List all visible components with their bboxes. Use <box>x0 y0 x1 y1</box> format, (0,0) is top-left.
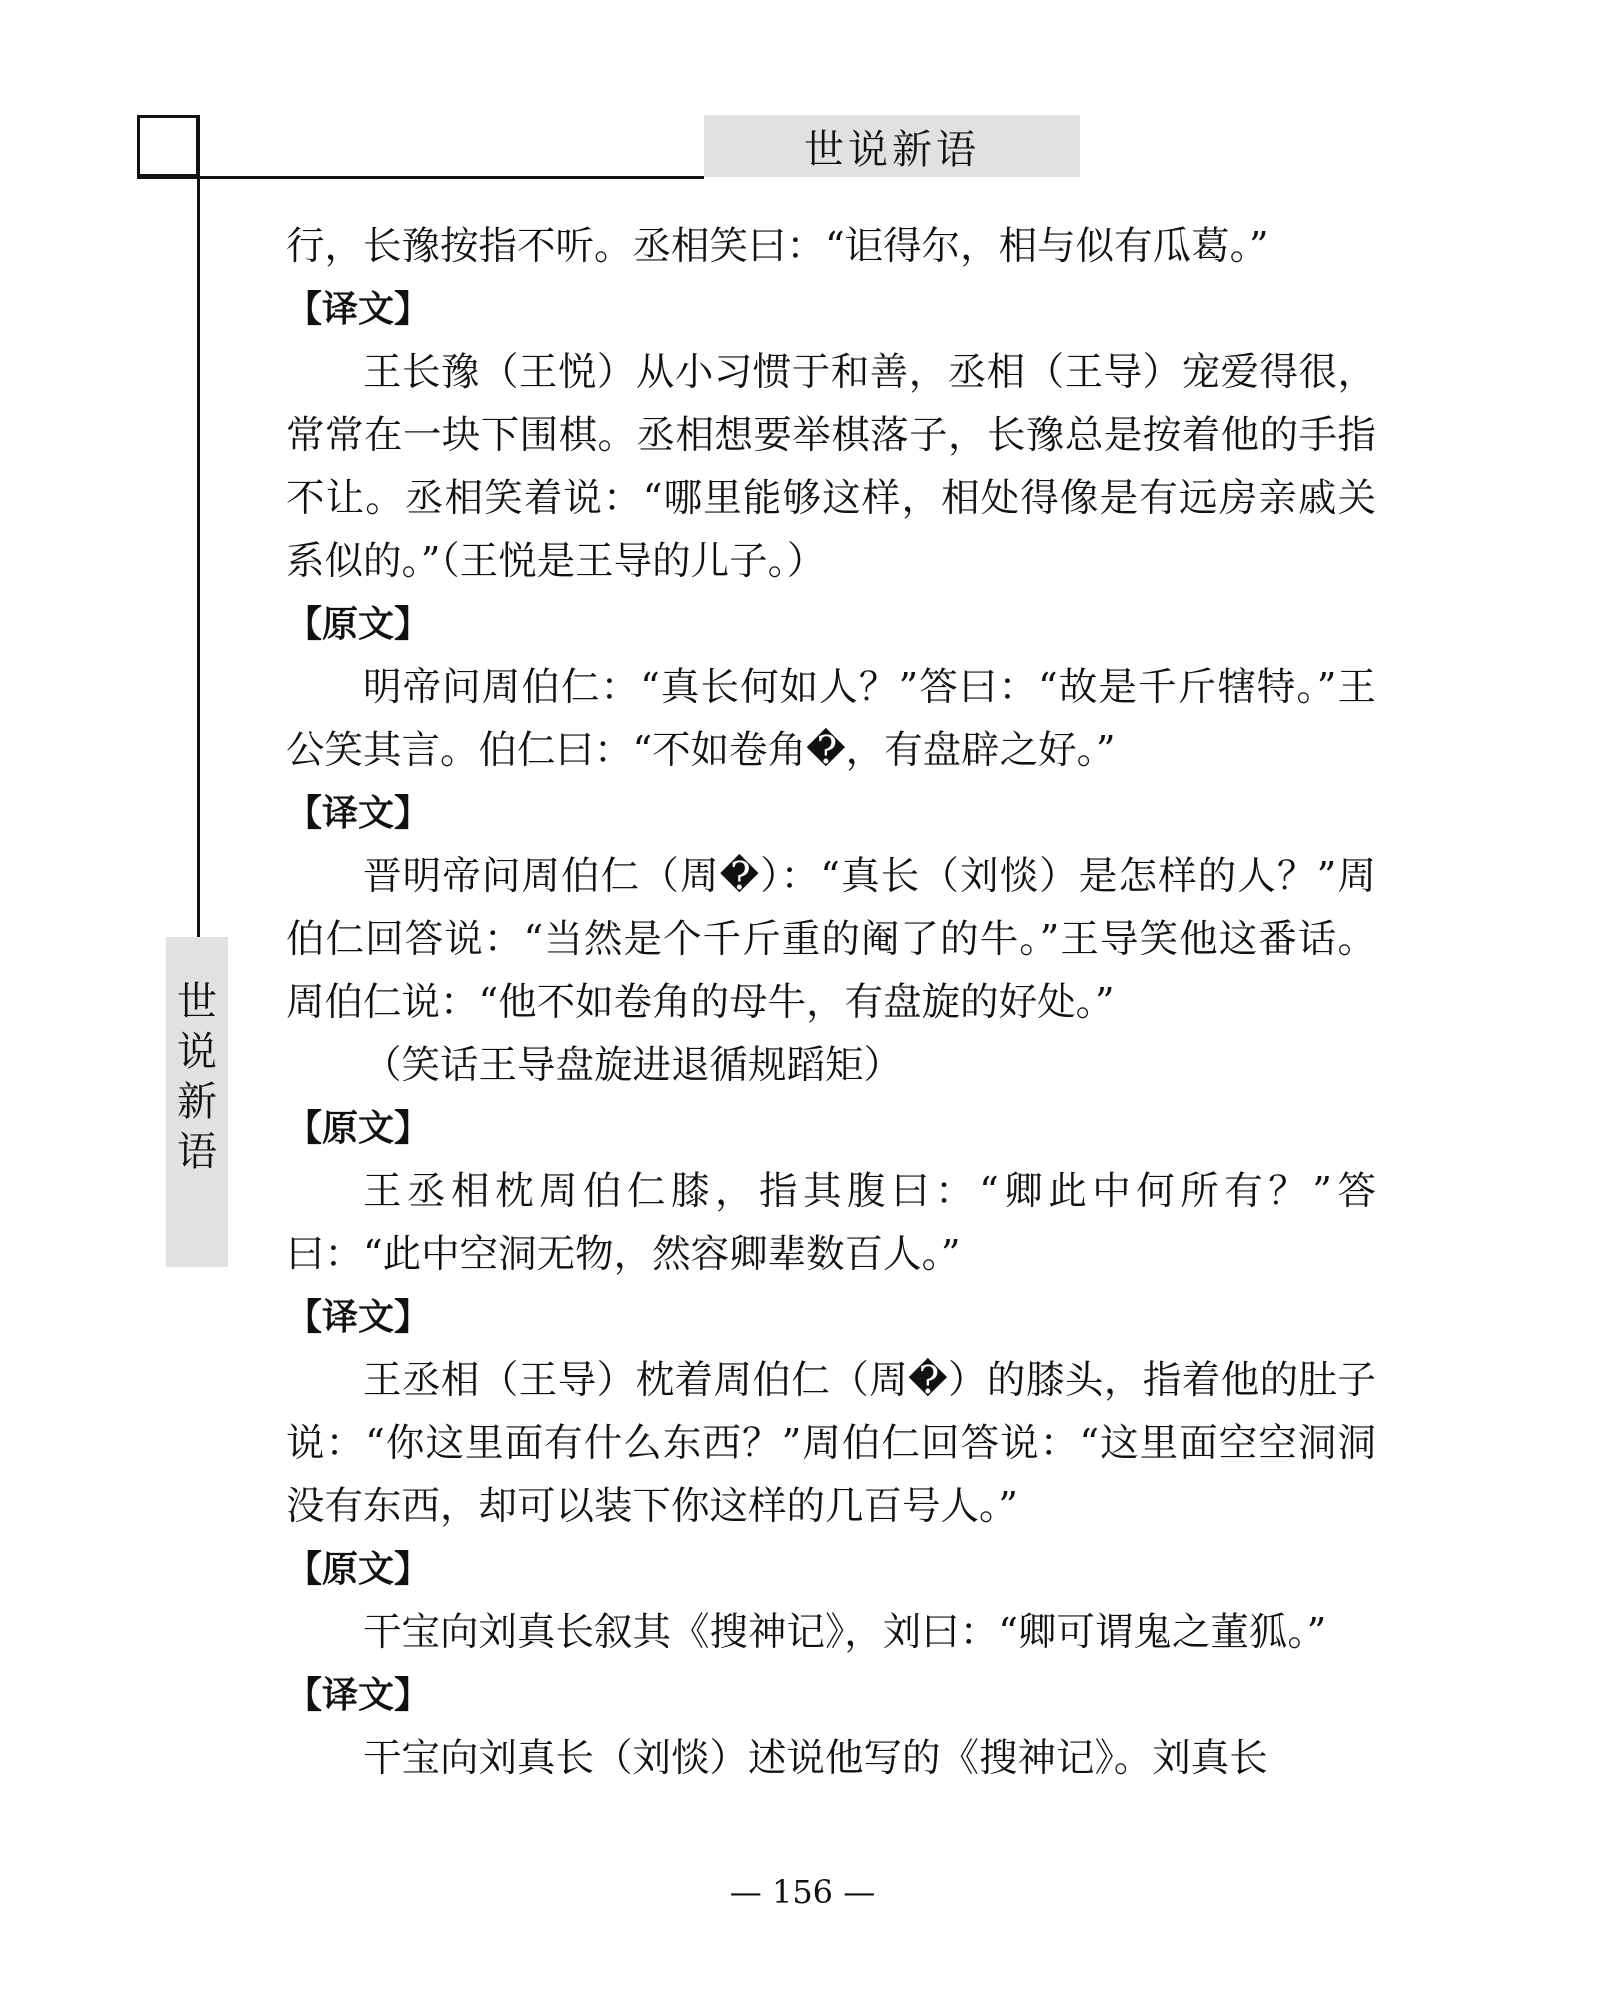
paragraph: （笑话王导盘旋进退循规蹈矩） <box>363 1043 903 1088</box>
paragraph: 王丞相（王导）枕着周伯仁（周�）的膝头，指着他的肚子说：“你这里面有什么东西？”周伯仁回答说：“这里面空空洞洞没有东西，却可以装下你这样的几百号人。” <box>286 1358 1376 1529</box>
section-label: 【原文】 <box>286 1108 431 1149</box>
section-label: 【原文】 <box>286 1549 431 1590</box>
side-tab-char: 说 <box>177 1029 217 1075</box>
section-label: 【译文】 <box>286 793 431 834</box>
corner-box <box>137 115 199 177</box>
side-tab <box>166 937 228 1267</box>
paragraph: 王丞相枕周伯仁膝，指其腹曰：“卿此中何所有？”答曰：“此中空洞无物，然容卿辈数百人。” <box>286 1169 1376 1277</box>
section-label: 【原文】 <box>286 604 431 645</box>
paragraph: 王长豫（王悦）从小习惯于和善，丞相（王导）宠爱得很，常常在一块下围棋。丞相想要举棋落子，长豫总是按着他的手指不让。丞相笑着说：“哪里能够这样，相处得像是有远房亲戚关系似的。”（王悦是王导的儿子。） <box>286 350 1376 584</box>
section-label: 【译文】 <box>286 1675 431 1716</box>
margin-rule <box>197 115 200 937</box>
paragraph: 明帝问周伯仁：“真长何如人？”答曰：“故是千斤犗特。”王公笑其言。伯仁曰：“不如卷角�，有盘辟之好。” <box>286 665 1376 773</box>
running-header: 世说新语 <box>704 115 1080 177</box>
page-number: — 156 — <box>729 1873 876 1911</box>
paragraph: 干宝向刘真长叙其《搜神记》，刘曰：“卿可谓鬼之董狐。” <box>363 1610 1327 1655</box>
side-tab-char: 新 <box>177 1079 217 1125</box>
paragraph: 晋明帝问周伯仁（周�）：“真长（刘惔）是怎样的人？”周伯仁回答说：“当然是个千斤重的阉了的牛。”王导笑他这番话。周伯仁说：“他不如卷角的母牛，有盘旋的好处。” <box>286 854 1376 1025</box>
paragraph: 干宝向刘真长（刘惔）述说他写的《搜神记》。刘真长 <box>363 1736 1268 1781</box>
side-tab-char: 语 <box>177 1129 217 1175</box>
section-label: 【译文】 <box>286 289 431 330</box>
page-body <box>286 215 1376 1790</box>
paragraph: 行，长豫按指不听。丞相笑曰：“讵得尔，相与似有瓜葛。” <box>286 224 1269 269</box>
section-label: 【译文】 <box>286 1297 431 1338</box>
side-tab-char: 世 <box>177 979 217 1025</box>
header-rule <box>137 176 704 179</box>
